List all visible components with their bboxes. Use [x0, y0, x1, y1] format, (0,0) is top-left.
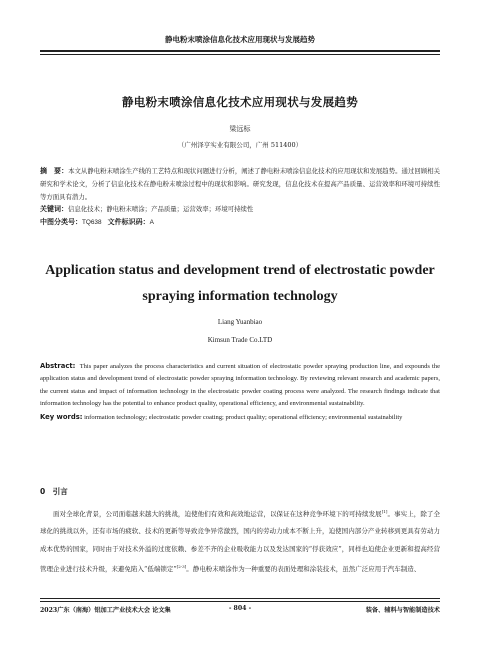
en-keywords: [40, 411, 440, 424]
footer-proceedings: 2023广东（南海）铝加工产业技术大会 论文集: [40, 607, 171, 614]
intro-text-b: 。事实上，除了全球化的挑战以外，还有市场的疲软、技术的更新等导致竞争异常激烈，国内的劳动力成本不断上升，迫使国内部分产业转移到更具有劳动力成本优势的国家，同时由于对技术外溢的过度依赖、参差不齐的企业吸收能力以及发达国家的“俘获效应”，同样也迫使企业更新和提高经营管理企业进行技术升级，来避免陷入“低端锁定”: [40, 510, 441, 573]
en-abstract-block: [40, 360, 440, 424]
footer-page-number: - 804 -: [228, 605, 252, 612]
cn-keywords-label: 关键词：: [40, 205, 68, 214]
intro-text-a: 面对全球化背景，公司面临越来越大的挑战，迫使他们有效和高效地运营，以保证在这种竞争环境下的可持续发展: [53, 510, 382, 519]
en-abstract-label: Abstract:: [40, 362, 76, 370]
cn-abstract-block: [40, 165, 440, 230]
en-abstract: [40, 360, 440, 411]
doc-code-value: A: [149, 219, 154, 227]
cn-abstract-label: 摘 要：: [40, 167, 69, 175]
cn-author: 梁远标: [229, 125, 251, 133]
en-title: Application status and development trend of electrostatic powder spraying information technology: [45, 263, 435, 304]
en-affiliation: Kimsun Trade Co.LTD: [207, 336, 273, 344]
en-keywords-text: information technology; electrostatic powder coating; product quality; operational efficiency; environmental sustainability: [84, 413, 403, 421]
cn-abstract: [40, 165, 440, 203]
footer-section: 装备、辅料与智能制造技术: [365, 607, 440, 614]
citation-1: [1]: [381, 509, 388, 514]
en-author: Liang Yuanbiao: [217, 318, 263, 326]
cn-abstract-text: 本文从静电粉末喷涂生产线的工艺特点和现状问题进行分析，阐述了静电粉末喷涂信息化技术的应用现状和发展趋势。通过回顾相关研究和学术论文，分析了信息化技术在静电粉末喷涂过程中的现状和影响。研究发现，信息化技术在提高产品质量、运营效率和环境可持续性等方面具有潜力。: [40, 167, 441, 201]
en-abstract-text: This paper analyzes the process characteristics and current situation of electrostatic powder spraying production line, and expounds the application status and development trend of electrostatic powder spraying information technology. By reviewing relevant research and academic papers, the current status and impact of information technology in the electrostatic powder coating process were analyzed. The research findings indicate that information technology has the potential to enhance product quality, operational efficiency, and environmental sustainability.: [40, 363, 441, 408]
cn-title: 静电粉末喷涂信息化技术应用现状与发展趋势: [122, 95, 358, 109]
intro-paragraph: [40, 503, 440, 578]
cn-keywords: [40, 203, 440, 216]
intro-text-c: 。静电粉末喷涂作为一种重要的表面处理和涂装技术，虽然广泛应用于汽车制造、: [186, 564, 421, 573]
clc-label: 中图分类号：: [40, 218, 82, 227]
page-footer: [40, 598, 440, 613]
cn-keywords-text: 信息化技术；静电粉末喷涂；产品质量；运营效率；环境可持续性: [68, 205, 254, 214]
clc-value: TQ638: [82, 219, 102, 227]
citation-2: [2-3]: [176, 563, 187, 569]
cn-affiliation: （广州泽亨实业有限公司，广州 511400）: [177, 141, 303, 149]
doc-code-label: 文件标识码：: [107, 218, 150, 227]
en-keywords-label: Key words:: [40, 412, 83, 421]
cn-classification: [40, 216, 440, 230]
running-head: 静电粉末喷涂信息化技术应用现状与发展趋势: [40, 34, 440, 52]
section-heading: 0 引言: [40, 487, 68, 496]
